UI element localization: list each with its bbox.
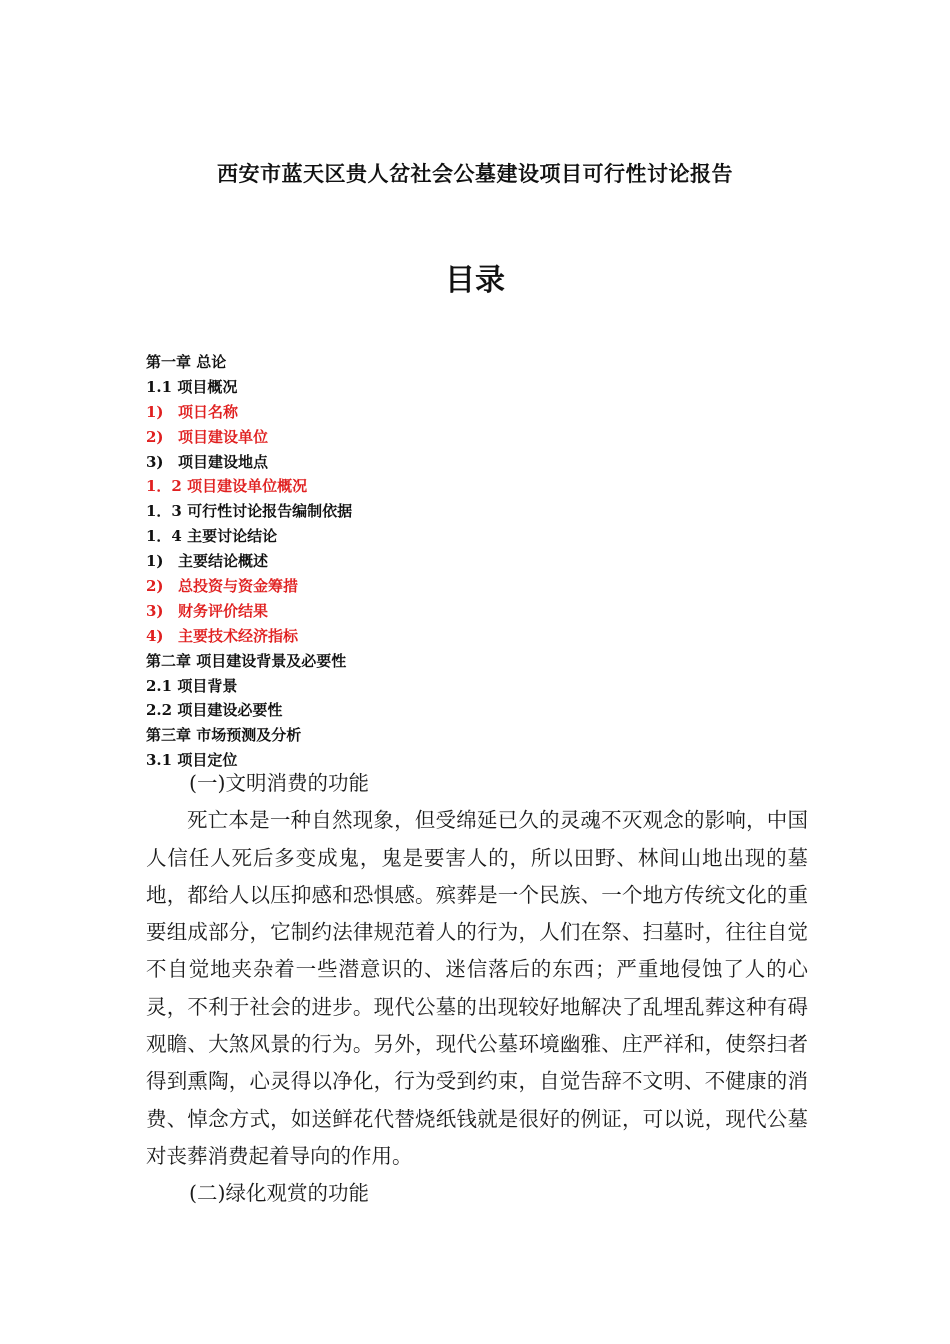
toc-entry[interactable]	[146, 599, 352, 624]
body-text	[146, 765, 808, 1213]
toc-entry[interactable]	[146, 574, 352, 599]
toc-entry[interactable]	[146, 499, 352, 524]
toc-entry-label: 第三章 市场预测及分析	[146, 726, 302, 745]
toc-entry-label: 主要技术经济指标	[178, 626, 299, 645]
paragraph-civilized-consumption: 死亡本是一种自然现象，但受绵延已久的灵魂不灭观念的影响，中国人信任人死后多变成鬼，鬼是要害人的，所以田野、林间山地出现的墓地，都给人以压抑感和恐惧感。殡葬是一个民族、一个地方传统文化的重要组成部分，它制约法律规范着人的行为，人们在祭、扫墓时，往往自觉不自觉地夹杂着一些潜意识的、迷信落后的东西；严重地侵蚀了人的心灵，不利于社会的进步。现代公墓的出现较好地解决了乱埋乱葬这种有碍观瞻、大煞风景的行为。另外，现代公墓环境幽雅、庄严祥和，使祭扫者得到熏陶，心灵得以净化，行为受到约束，自觉告辞不文明、不健康的消费、悼念方式，如送鲜花代替烧纸钱就是很好的例证，可以说，现代公墓对丧葬消费起着导向的作用。	[146, 808, 808, 1168]
toc-entry-label: 项目建设地点	[178, 452, 269, 471]
toc-entry-label: 总投资与资金筹措	[178, 577, 299, 596]
toc-entry-label: 项日名称	[178, 402, 239, 421]
table-of-contents	[146, 350, 352, 773]
toc-entry-number: 1)	[146, 402, 164, 421]
toc-entry[interactable]	[146, 698, 352, 723]
toc-entry[interactable]	[146, 375, 352, 400]
toc-entry-number: 4)	[146, 626, 164, 645]
toc-entry[interactable]	[146, 549, 352, 574]
toc-entry-number: 2)	[146, 427, 164, 446]
subheading-civilized-consumption: (一)文明消费的功能	[189, 771, 370, 795]
toc-entry-number: 3)	[146, 452, 164, 471]
toc-entry-label: 2.2 项目建设必要性	[146, 701, 283, 720]
toc-entry-number: 2)	[146, 577, 164, 596]
toc-entry-number: 1)	[146, 552, 164, 571]
toc-entry[interactable]	[146, 425, 352, 450]
toc-entry[interactable]	[146, 450, 352, 475]
toc-entry[interactable]	[146, 723, 352, 748]
toc-entry[interactable]	[146, 400, 352, 425]
toc-entry-label: 第一章 总论	[146, 353, 227, 371]
document-title: 西安市蓝天区贵人岔社会公墓建设项目可行性讨论报告	[217, 161, 733, 186]
toc-entry[interactable]	[146, 624, 352, 649]
toc-entry[interactable]	[146, 474, 352, 499]
toc-entry-label: 项目建设单位	[178, 427, 269, 446]
toc-entry[interactable]	[146, 350, 352, 375]
toc-entry-number: 3)	[146, 601, 164, 620]
toc-entry[interactable]	[146, 674, 352, 699]
toc-entry-label: 2.1 项目背景	[146, 676, 238, 695]
toc-entry-label: 1．2 项目建设单位概况	[146, 477, 308, 496]
toc-entry-label: 3.1 项目定位	[146, 751, 238, 770]
toc-entry-label: 1.1 项目概况	[146, 377, 238, 396]
toc-entry[interactable]	[146, 524, 352, 549]
toc-entry-label: 1．4 主要讨论结论	[146, 527, 278, 546]
toc-heading: 目录	[445, 263, 505, 298]
toc-entry-label: 1．3 可行性讨论报告编制依据	[146, 502, 353, 521]
subheading-greening-viewing: (二)绿化观赏的功能	[189, 1181, 370, 1206]
toc-entry-label: 第二章 项目建设背景及必要性	[146, 651, 347, 670]
toc-entry-label: 主要结论概述	[178, 552, 269, 571]
toc-entry[interactable]	[146, 649, 352, 674]
toc-entry-label: 财务评价结果	[178, 601, 269, 620]
